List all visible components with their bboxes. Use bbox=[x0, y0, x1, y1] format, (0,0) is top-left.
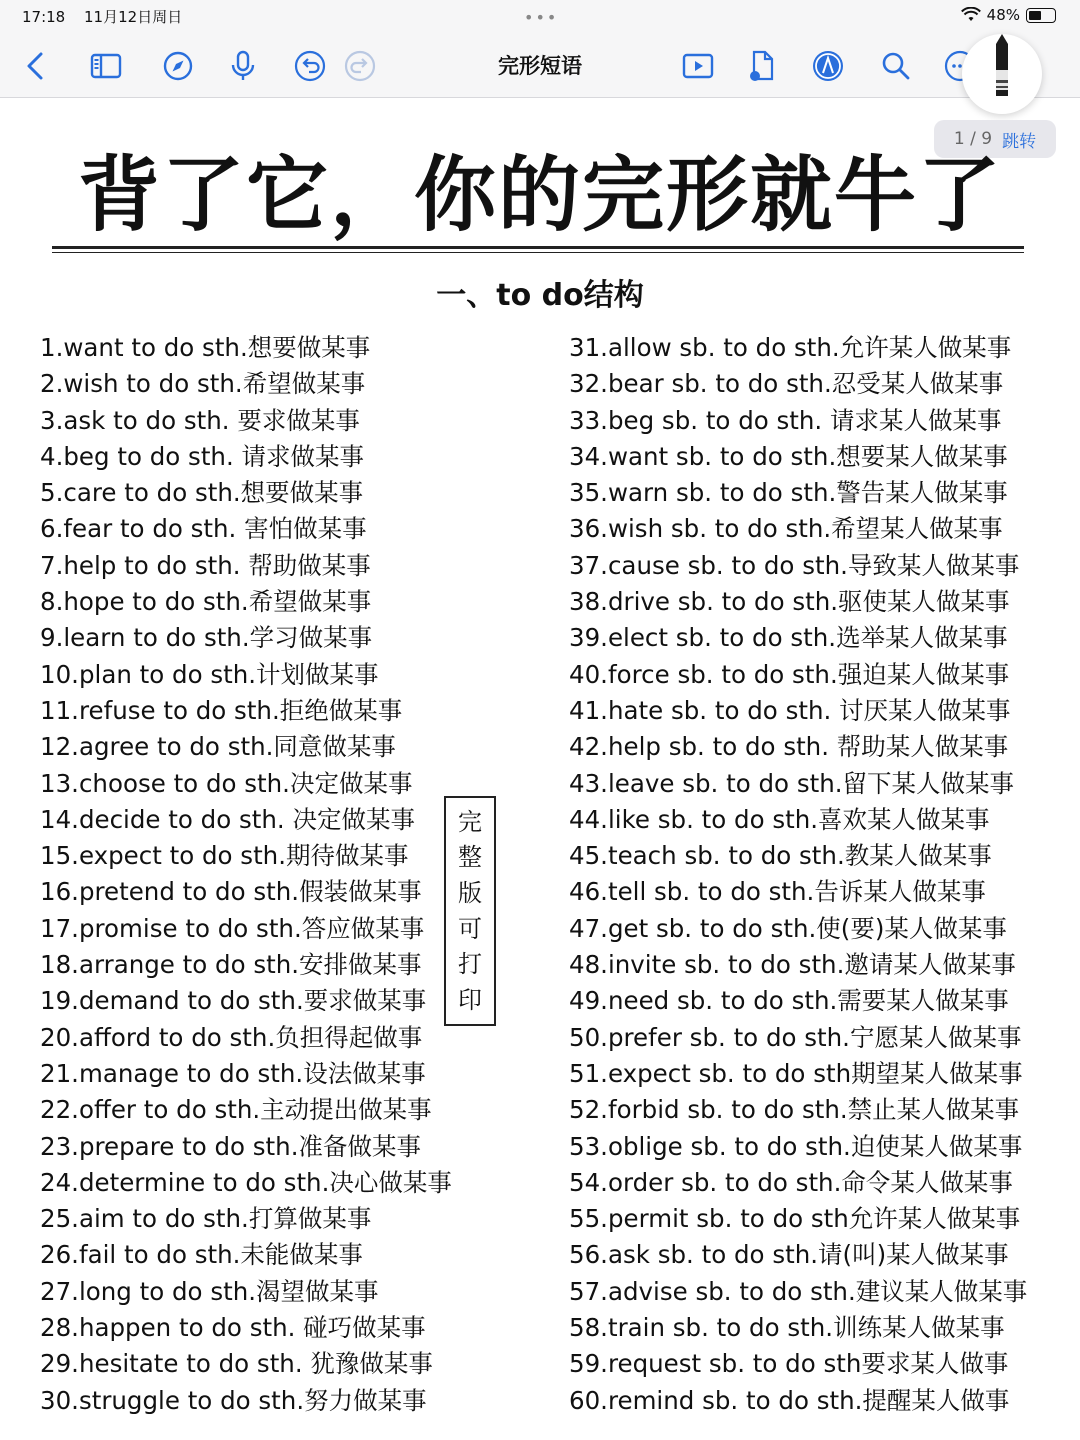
sidebar-icon bbox=[89, 49, 123, 83]
compass-icon bbox=[161, 49, 195, 83]
phrase-item: 36.wish sb. to do sth.希望某人做某事 bbox=[569, 514, 1003, 544]
phrase-item: 43.leave sb. to do sth.留下某人做某事 bbox=[569, 768, 1015, 798]
phrase-item: 2.wish to do sth.希望做某事 bbox=[40, 369, 366, 399]
phrase-item: 49.need sb. to do sth.需要某人做某事 bbox=[569, 986, 1009, 1016]
phrase-item: 32.bear sb. to do sth.忍受某人做某事 bbox=[569, 369, 1004, 399]
phrase-item: 51.expect sb. to do sth期望某人做某事 bbox=[569, 1058, 1023, 1088]
phrase-item: 59.request sb. to do sth要求某人做事 bbox=[569, 1349, 1009, 1379]
stamp-char: 可 bbox=[458, 914, 482, 943]
phrase-item: 34.want sb. to do sth.想要某人做某事 bbox=[569, 441, 1008, 471]
phrase-item: 22.offer to do sth.主动提出做某事 bbox=[40, 1095, 432, 1125]
sidebar-button[interactable] bbox=[86, 46, 126, 86]
phrase-item: 60.remind sb. to do sth.提醒某人做事 bbox=[569, 1385, 1010, 1415]
redo-icon bbox=[343, 49, 377, 83]
page-count: 1 / 9 bbox=[953, 129, 993, 149]
jump-link[interactable]: 跳转 bbox=[1002, 131, 1037, 152]
phrase-item: 23.prepare to do sth.准备做某事 bbox=[40, 1131, 421, 1161]
compass-button[interactable] bbox=[158, 46, 198, 86]
document-icon bbox=[745, 49, 779, 83]
phrase-item: 17.promise to do sth.答应做某事 bbox=[40, 913, 425, 943]
phrase-item: 35.warn sb. to do sth.警告某人做某事 bbox=[569, 478, 1008, 508]
phrase-item: 4.beg to do sth. 请求做某事 bbox=[40, 441, 365, 471]
phrase-item: 45.teach sb. to do sth.教某人做某事 bbox=[569, 841, 992, 871]
phrase-item: 46.tell sb. to do sth.告诉某人做某事 bbox=[569, 877, 986, 907]
phrase-item: 3.ask to do sth. 要求做某事 bbox=[40, 405, 360, 435]
phrase-item: 10.plan to do sth.计划做某事 bbox=[40, 659, 379, 689]
phrase-item: 1.want to do sth.想要做某事 bbox=[40, 333, 371, 362]
phrase-item: 56.ask sb. to do sth.请(叫)某人做某事 bbox=[569, 1240, 1009, 1270]
phrase-item: 18.arrange to do sth.安排做某事 bbox=[40, 950, 422, 980]
phrase-item: 40.force sb. to do sth.强迫某人做某事 bbox=[569, 659, 1010, 689]
phrase-item: 28.happen to do sth. 碰巧做某事 bbox=[40, 1313, 426, 1343]
status-right bbox=[961, 6, 1056, 24]
present-button[interactable] bbox=[678, 46, 718, 86]
pencil-badge bbox=[962, 34, 1042, 114]
section-heading: 一、to do结构 bbox=[436, 278, 644, 313]
stamp-char: 完 bbox=[458, 807, 482, 836]
stamp-char: 版 bbox=[458, 879, 482, 908]
phrase-item: 44.like sb. to do sth.喜欢某人做某事 bbox=[569, 804, 990, 834]
phrase-item: 42.help sb. to do sth. 帮助某人做某事 bbox=[569, 732, 1009, 762]
phrase-item: 5.care to do sth.想要做某事 bbox=[40, 478, 364, 508]
phrase-item: 54.order sb. to do sth.命令某人做某事 bbox=[569, 1167, 1013, 1197]
battery-fill bbox=[1029, 11, 1041, 20]
phrase-item: 9.learn to do sth.学习做某事 bbox=[40, 623, 373, 653]
markup-button[interactable] bbox=[808, 46, 848, 86]
search-button[interactable] bbox=[876, 46, 916, 86]
phrase-item: 33.beg sb. to do sth. 请求某人做某事 bbox=[569, 405, 1002, 435]
document-title[interactable]: 完形短语 bbox=[498, 54, 582, 78]
phrase-item: 16.pretend to do sth.假装做某事 bbox=[40, 877, 422, 907]
document-button[interactable] bbox=[742, 46, 782, 86]
phrase-item: 14.decide to do sth. 决定做某事 bbox=[40, 804, 415, 834]
wifi-icon bbox=[961, 7, 981, 23]
phrase-item: 11.refuse to do sth.拒绝做某事 bbox=[40, 695, 403, 725]
status-left bbox=[22, 6, 196, 27]
status-date: 11月12日周日 bbox=[84, 8, 183, 26]
phrase-item: 57.advise sb. to do sth.建议某人做某事 bbox=[569, 1276, 1028, 1306]
phrase-item: 19.demand to do sth.要求做某事 bbox=[40, 986, 427, 1016]
play-icon bbox=[681, 49, 715, 83]
left-phrase-list bbox=[40, 330, 470, 1419]
microphone-icon bbox=[226, 49, 260, 83]
phrase-item: 41.hate sb. to do sth. 讨厌某人做某事 bbox=[569, 695, 1011, 725]
search-icon bbox=[879, 49, 913, 83]
phrase-item: 52.forbid sb. to do sth.禁止某人做某事 bbox=[569, 1095, 1020, 1125]
phrase-item: 37.cause sb. to do sth.导致某人做某事 bbox=[569, 550, 1020, 580]
phrase-item: 7.help to do sth. 帮助做某事 bbox=[40, 550, 371, 580]
phrase-item: 38.drive sb. to do sth.驱使某人做某事 bbox=[569, 587, 1010, 617]
markup-pen-icon bbox=[811, 49, 845, 83]
phrase-item: 47.get sb. to do sth.使(要)某人做某事 bbox=[569, 913, 1007, 943]
phrase-item: 30.struggle to do sth.努力做某事 bbox=[40, 1385, 427, 1415]
phrase-item: 15.expect to do sth.期待做某事 bbox=[40, 841, 409, 871]
back-button[interactable] bbox=[16, 46, 56, 86]
stamp-char: 印 bbox=[458, 986, 482, 1015]
phrase-item: 24.determine to do sth.决心做某事 bbox=[40, 1167, 452, 1197]
phrase-item: 29.hesitate to do sth. 犹豫做某事 bbox=[40, 1349, 433, 1379]
phrase-item: 58.train sb. to do sth.训练某人做某事 bbox=[569, 1313, 1005, 1343]
phrase-item: 20.afford to do sth.负担得起做事 bbox=[40, 1022, 423, 1052]
phrase-item: 31.allow sb. to do sth.允许某人做某事 bbox=[569, 333, 1012, 362]
phrase-item: 13.choose to do sth.决定做某事 bbox=[40, 768, 413, 798]
phrase-item: 55.permit sb. to do sth允许某人做某事 bbox=[569, 1204, 1021, 1234]
phrase-item: 26.fail to do sth.未能做某事 bbox=[40, 1240, 363, 1270]
phrase-item: 39.elect sb. to do sth.选举某人做某事 bbox=[569, 623, 1008, 653]
phrase-item: 8.hope to do sth.希望做某事 bbox=[40, 587, 372, 617]
battery-percent: 48% bbox=[986, 6, 1020, 24]
phrase-item: 6.fear to do sth. 害怕做某事 bbox=[40, 514, 367, 544]
undo-button[interactable] bbox=[290, 46, 330, 86]
printable-stamp bbox=[444, 796, 496, 1026]
phrase-item: 12.agree to do sth.同意做某事 bbox=[40, 732, 396, 762]
undo-icon bbox=[293, 49, 327, 83]
phrase-item: 48.invite sb. to do sth.邀请某人做某事 bbox=[569, 950, 1016, 980]
title-divider-thin bbox=[52, 252, 1024, 253]
right-phrase-list bbox=[569, 330, 1049, 1419]
chevron-left-icon bbox=[19, 49, 53, 83]
pencil-icon bbox=[962, 34, 1042, 114]
phrase-item: 25.aim to do sth.打算做某事 bbox=[40, 1204, 372, 1234]
multitasking-dots-icon[interactable]: ••• bbox=[524, 8, 559, 27]
page-title: 背了它，你的完形就牛了 bbox=[77, 148, 1002, 243]
microphone-button[interactable] bbox=[223, 46, 263, 86]
phrase-item: 53.oblige sb. to do sth.迫使某人做某事 bbox=[569, 1131, 1023, 1161]
toolbar bbox=[0, 32, 1080, 98]
phrase-item: 50.prefer sb. to do sth.宁愿某人做某事 bbox=[569, 1022, 1022, 1052]
stamp-char: 整 bbox=[458, 843, 482, 872]
title-divider bbox=[52, 246, 1024, 249]
phrase-item: 27.long to do sth.渴望做某事 bbox=[40, 1276, 379, 1306]
stamp-char: 打 bbox=[458, 950, 482, 979]
status-time: 17:18 bbox=[22, 8, 66, 26]
phrase-item: 21.manage to do sth.设法做某事 bbox=[40, 1058, 426, 1088]
redo-button[interactable] bbox=[340, 46, 380, 86]
status-bar bbox=[0, 0, 1080, 32]
battery-icon bbox=[1026, 8, 1056, 23]
